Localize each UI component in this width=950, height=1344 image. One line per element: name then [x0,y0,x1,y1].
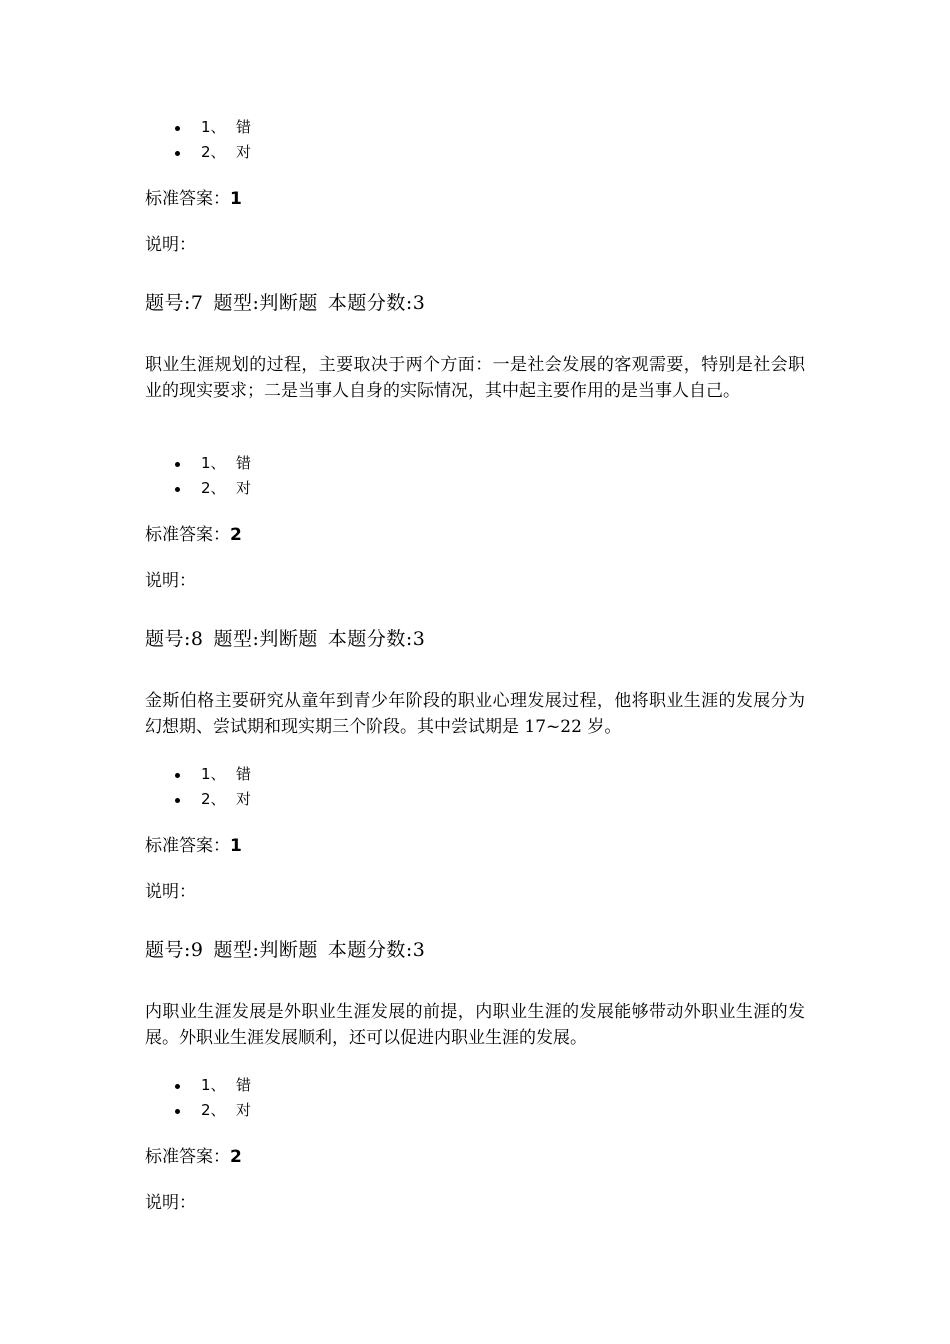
standard-answer [145,187,805,211]
standard-answer [145,523,805,547]
answer-label: 标准答案： [145,1147,230,1167]
option-label: 对 [236,143,252,161]
answer-value: 1 [230,836,242,856]
answer-value: 2 [230,1147,242,1167]
option-number: 1、 [201,454,226,472]
answer-value: 2 [230,525,242,545]
option-label: 错 [236,1076,252,1094]
option-number: 2、 [201,479,226,497]
option-number: 2、 [201,790,226,808]
option-list [145,762,805,812]
option-label: 对 [236,479,252,497]
question-type: 题型:判断题 [213,292,318,314]
question-number: 题号:7 [145,292,204,314]
question-header [145,290,805,316]
option-label: 对 [236,790,252,808]
answer-label: 标准答案： [145,189,230,209]
option-list [145,1073,805,1123]
option-number: 2、 [201,143,226,161]
question-score: 本题分数:3 [327,292,426,314]
question-number: 题号:8 [145,628,204,650]
option-label: 错 [236,118,252,136]
option-number: 1、 [201,118,226,136]
option-item [145,762,805,787]
option-item [145,115,805,140]
answer-value: 1 [230,189,242,209]
option-item [145,476,805,501]
question-number: 题号:9 [145,939,204,961]
option-label: 错 [236,454,252,472]
option-list [145,115,805,165]
option-item [145,787,805,812]
answer-label: 标准答案： [145,836,230,856]
option-number: 1、 [201,1076,226,1094]
question-score: 本题分数:3 [327,939,426,961]
standard-answer [145,1145,805,1169]
option-list [145,451,805,501]
option-item [145,451,805,476]
option-label: 对 [236,1101,252,1119]
standard-answer [145,834,805,858]
explanation-label: 说明： [145,882,196,902]
option-item [145,140,805,165]
question-text: 内职业生涯发展是外职业生涯发展的前提，内职业生涯的发展能够带动外职业生涯的发展。外职业生涯发展顺利，还可以促进内职业生涯的发展。 [145,1002,805,1048]
question-text: 金斯伯格主要研究从童年到青少年阶段的职业心理发展过程，他将职业生涯的发展分为幻想期、尝试期和现实期三个阶段。其中尝试期是 17~22 岁。 [145,691,805,737]
option-item [145,1073,805,1098]
question-score: 本题分数:3 [327,628,426,650]
question-header [145,937,805,963]
option-label: 错 [236,765,252,783]
question-text: 职业生涯规划的过程，主要取决于两个方面：一是社会发展的客观需要，特别是社会职业的现实要求；二是当事人自身的实际情况，其中起主要作用的是当事人自己。 [145,355,805,401]
question-type: 题型:判断题 [213,628,318,650]
answer-label: 标准答案： [145,525,230,545]
explanation-label: 说明： [145,571,196,591]
question-header [145,626,805,652]
option-number: 1、 [201,765,226,783]
option-item [145,1098,805,1123]
option-number: 2、 [201,1101,226,1119]
question-type: 题型:判断题 [213,939,318,961]
explanation-label: 说明： [145,235,196,255]
explanation-label: 说明： [145,1193,196,1213]
